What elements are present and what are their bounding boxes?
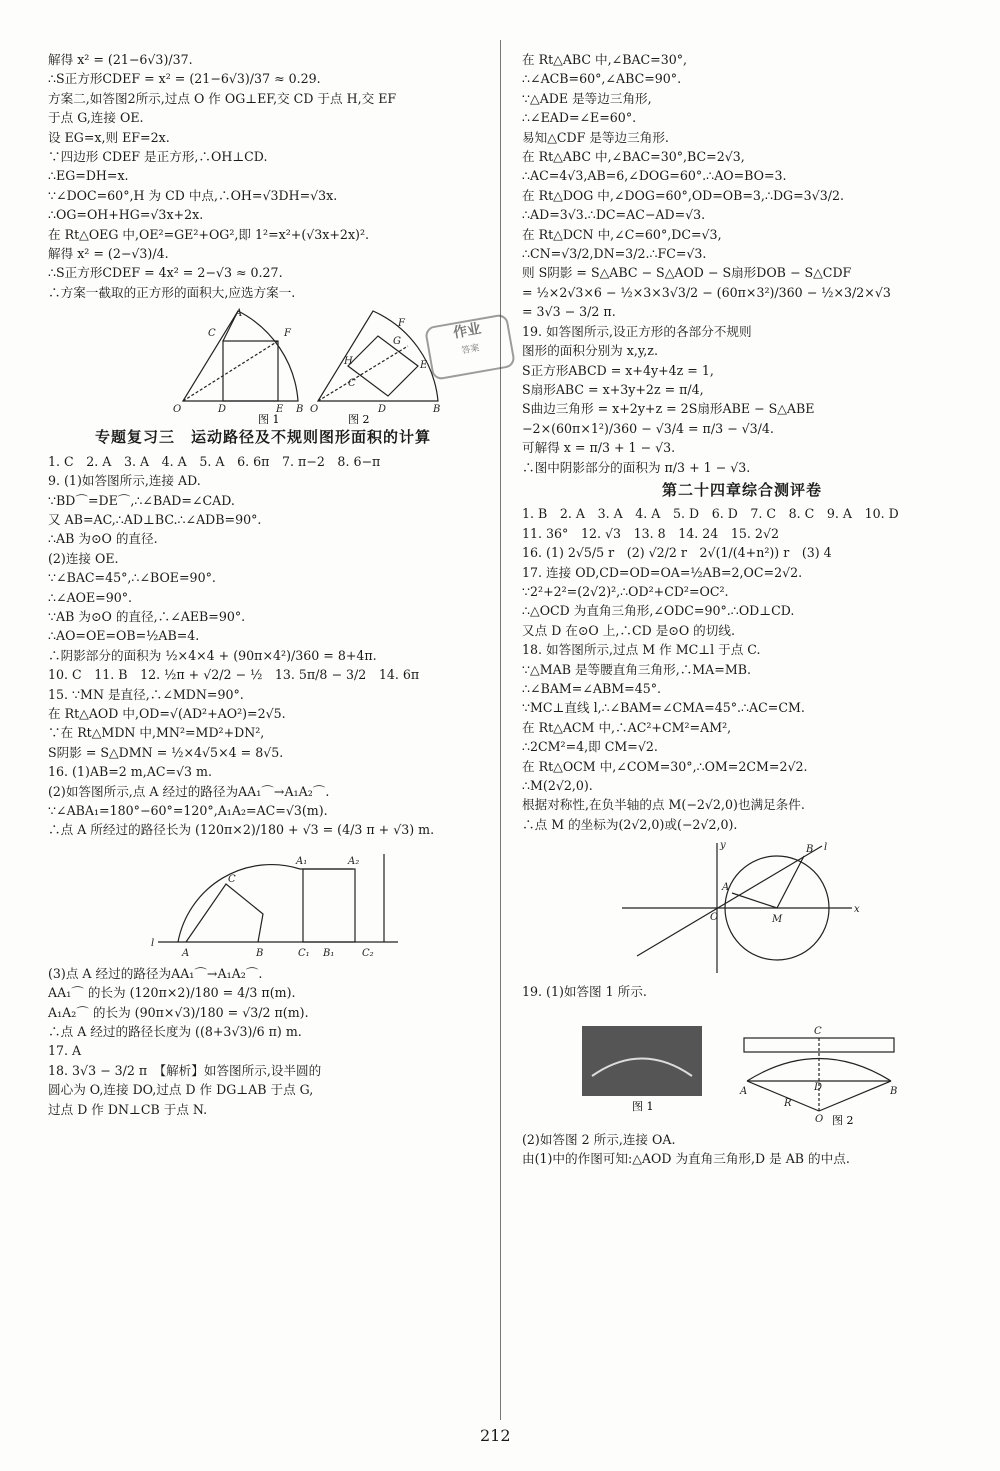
text-line: 解得 x² = (2−√3)/4. — [48, 246, 169, 262]
text-line: ∴M(2√2,0). — [522, 778, 593, 794]
text-line: ∵∠BAC=45°,∴∠BOE=90°. — [48, 570, 216, 586]
circle-coordinate-diagram — [522, 838, 962, 978]
right-mid-text — [522, 504, 962, 834]
svg-text:M: M — [772, 914, 783, 926]
text-line: ∵∠ABA₁=180°−60°=120°,A₁A₂=AC=√3(m). — [48, 803, 328, 818]
bridge-photo — [582, 1026, 702, 1096]
left-top-text — [48, 50, 478, 302]
svg-text:B: B — [890, 1085, 898, 1097]
text-line: 16. (1)AB=2 m,AC=√3 m. — [48, 764, 213, 780]
column-divider — [500, 40, 501, 1420]
text-line: ∵MC⊥直线 l,∴∠BAM=∠CMA=45°.∴AC=CM. — [522, 700, 805, 716]
answer-stamp: 作业 答案 — [424, 313, 516, 381]
text-line: 9. (1)如答图所示,连接 AD. — [48, 473, 201, 489]
svg-text:C₂: C₂ — [362, 947, 374, 959]
svg-text:B: B — [256, 947, 264, 959]
text-line: ∴AO=OE=OB=½AB=4. — [48, 628, 200, 644]
svg-text:F: F — [398, 318, 405, 330]
text-line: ∴∠AOE=90°. — [48, 589, 133, 605]
text-line: 1. C 2. A 3. A 4. A 5. A 6. 6π 7. π−2 8. 6−π — [48, 453, 381, 469]
bridge-diagram — [522, 1006, 962, 1126]
text-line: ∵∠DOC=60°,H 为 CD 中点,∴OH=√3DH=√3x. — [48, 187, 338, 203]
text-line: 又点 D 在⊙O 上,∴CD 是⊙O 的切线. — [522, 622, 735, 638]
text-line: ∴点 M 的坐标为(2√2,0)或(−2√2,0). — [522, 816, 738, 832]
text-line: ∵四边形 CDEF 是正方形,∴OH⊥CD. — [48, 149, 268, 165]
section-title-left: 专题复习三 运动路径及不规则图形面积的计算 — [94, 428, 431, 447]
text-line: 设 EG=x,则 EF=2x. — [48, 129, 170, 145]
sector-diagram — [48, 306, 448, 424]
text-line: ∵在 Rt△MDN 中,MN²=MD²+DN², — [48, 725, 265, 741]
text-line: ∴AB 为⊙O 的直径. — [48, 531, 158, 547]
right-end-text — [522, 1130, 962, 1169]
text-line: 又 AB=AC,∴AD⊥BC.∴∠ADB=90°. — [48, 511, 262, 527]
text-line: 17. 连接 OD,CD=OD=OA=½AB=2,OC=2√2. — [522, 564, 803, 580]
text-line: 11. 36° 12. √3 13. 8 14. 24 15. 2√2 — [522, 525, 779, 541]
text-line: 16. (1) 2√5/5 r (2) √2/2 r 2√(1/(4+n²)) r (3) 4 — [522, 545, 832, 561]
text-line: ∴△OCD 为直角三角形,∠ODC=90°.∴OD⊥CD. — [522, 603, 795, 619]
text-line: 在 Rt△AOD 中,OD=√(AD²+AO²)=2√5. — [48, 705, 286, 721]
text-line: 18. 3√3 − 3/2 π 【解析】如答图所示,设半圆的 — [48, 1062, 322, 1078]
svg-text:A: A — [740, 1085, 748, 1097]
text-line: ∴方案一截取的正方形的面积大,应选方案一. — [48, 284, 296, 300]
svg-text:G: G — [393, 336, 401, 348]
left-bottom-text — [48, 964, 478, 1119]
text-line: ∴S正方形CDEF = 4x² = 2−√3 ≈ 0.27. — [48, 265, 283, 281]
svg-text:y: y — [720, 840, 726, 852]
text-line: 方案二,如答图2所示,过点 O 作 OG⊥EF,交 CD 于点 H,交 EF — [48, 90, 397, 106]
svg-text:R: R — [784, 1097, 792, 1109]
svg-text:D: D — [814, 1081, 823, 1093]
svg-text:O: O — [710, 912, 719, 924]
svg-text:D: D — [218, 404, 227, 416]
text-line: ∴OG=OH+HG=√3x+2x. — [48, 207, 204, 223]
text-line: 在 Rt△OCM 中,∠COM=30°,∴OM=2CM=2√2. — [522, 758, 808, 774]
text-line: 在 Rt△ACM 中,∴AC²+CM²=AM², — [522, 719, 732, 735]
text-line: 根据对称性,在负半轴的点 M(−2√2,0)也满足条件. — [522, 797, 805, 813]
text-line: ∴∠EAD=∠E=60°. — [522, 110, 637, 126]
text-line: ∴AC=4√3,AB=6,∠DOG=60°.∴AO=BO=3. — [522, 168, 787, 184]
text-line: A₁A₂⌒ 的长为 (90π×√3)/180 = √3/2 π(m). — [48, 1004, 309, 1020]
text-line: 15. ∵MN 是直径,∴∠MDN=90°. — [48, 686, 244, 702]
svg-text:D: D — [378, 404, 387, 416]
text-line: 圆心为 O,连接 DO,过点 D 作 DG⊥AB 于点 G, — [48, 1082, 314, 1098]
text-line: ∴2CM²=4,即 CM=√2. — [522, 739, 658, 755]
svg-text:E: E — [420, 360, 428, 372]
right-bottom-text — [522, 982, 962, 1001]
bridge-fig2-caption: 图 2 — [832, 1113, 854, 1126]
text-line: (3)点 A 经过的路径为AA₁⌒→A₁A₂⌒. — [48, 965, 263, 981]
text-line: ∴AD=3√3.∴DC=AC−AD=√3. — [522, 207, 706, 223]
text-line: ∴点 A 所经过的路径长为 (120π×2)/180 + √3 = (4/3 π + √3) m. — [48, 822, 435, 838]
svg-text:C: C — [228, 873, 236, 885]
right-column — [522, 50, 962, 1168]
text-line: ∴S正方形CDEF = x² = (21−6√3)/37 ≈ 0.29. — [48, 71, 321, 87]
text-line: (2)连接 OE. — [48, 550, 119, 566]
text-line: 10. C 11. B 12. ½π + √2/2 − ½ 13. 5π/8 − 3/2 14. 6π — [48, 667, 420, 683]
text-line: ∴∠ACB=60°,∠ABC=90°. — [522, 71, 682, 87]
svg-text:B: B — [433, 404, 441, 416]
svg-text:A₁: A₁ — [296, 855, 308, 867]
text-line: S正方形ABCD = x+4y+4z = 1, — [522, 362, 714, 378]
text-line: ∴EG=DH=x. — [48, 168, 129, 184]
text-line: 1. B 2. A 3. A 4. A 5. D 6. D 7. C 8. C 9. A 10. D — [522, 506, 899, 522]
square-in-sector-figures — [48, 306, 478, 424]
text-line: ∵△ADE 是等边三角形, — [522, 90, 652, 106]
svg-text:B₁: B₁ — [323, 947, 335, 959]
text-line: 在 Rt△OEG 中,OE²=GE²+OG²,即 1²=x²+(√3x+2x)². — [48, 226, 370, 242]
text-line: ∴CN=√3/2,DN=3/2.∴FC=√3. — [522, 246, 707, 262]
svg-text:A₂: A₂ — [348, 855, 360, 867]
right-top-text — [522, 50, 962, 477]
text-line: 易知△CDF 是等边三角形. — [522, 129, 669, 145]
text-line: (2)如答图 2 所示,连接 OA. — [522, 1131, 676, 1147]
bridge-fig1-caption: 图 1 — [632, 1099, 654, 1113]
text-line: S阴影 = S△DMN = ½×4√5×4 = 8√5. — [48, 744, 284, 760]
fig2-caption: 图 2 — [348, 413, 370, 425]
svg-text:C: C — [208, 328, 216, 340]
svg-text:C₁: C₁ — [298, 947, 310, 959]
page-number: 212 — [480, 1426, 511, 1445]
section-title-right: 第二十四章综合测评卷 — [661, 480, 822, 499]
left-mid-text — [48, 452, 478, 840]
svg-text:O: O — [173, 404, 182, 416]
text-line: 在 Rt△DOG 中,∠DOG=60°,OD=OB=3,∴DG=3√3/2. — [522, 187, 844, 203]
text-line: AA₁⌒ 的长为 (120π×2)/180 = 4/3 π(m). — [48, 985, 296, 1001]
text-line: ∵AB 为⊙O 的直径,∴∠AEB=90°. — [48, 608, 246, 624]
text-line: S扇形ABC = x+3y+2z = π/4, — [522, 381, 704, 397]
text-line: ∴图中阴影部分的面积为 π/3 + 1 − √3. — [522, 459, 751, 475]
svg-text:A: A — [182, 947, 190, 959]
text-line: 由(1)中的作图可知:△AOD 为直角三角形,D 是 AB 的中点. — [522, 1151, 850, 1167]
coordinate-figure — [522, 838, 962, 978]
svg-text:H: H — [344, 356, 353, 368]
text-line: 17. A — [48, 1043, 82, 1059]
svg-text:O: O — [310, 404, 319, 416]
fig1-caption: 图 1 — [258, 413, 280, 425]
text-line: 在 Rt△ABC 中,∠BAC=30°,BC=2√3, — [522, 149, 745, 165]
svg-text:C: C — [814, 1025, 822, 1037]
text-line: 18. 如答图所示,过点 M 作 MC⊥l 于点 C. — [522, 642, 761, 658]
svg-text:E: E — [276, 404, 284, 416]
text-line: 在 Rt△ABC 中,∠BAC=30°, — [522, 52, 688, 67]
text-line: 过点 D 作 DN⊥CB 于点 N. — [48, 1101, 208, 1117]
svg-text:F: F — [284, 328, 291, 340]
text-line: ∴∠BAM=∠ABM=45°. — [522, 681, 662, 696]
bridge-figures — [522, 1006, 962, 1126]
text-line: ∵2²+2²=(2√2)²,∴OD²+CD²=OC². — [522, 583, 729, 599]
svg-text:C: C — [348, 378, 356, 390]
text-line: 于点 G,连接 OE. — [48, 110, 144, 126]
svg-text:A: A — [722, 882, 730, 894]
text-line: 解得 x² = (21−6√3)/37. — [48, 52, 193, 67]
left-column — [48, 50, 483, 1119]
text-line: 在 Rt△DCN 中,∠C=60°,DC=√3, — [522, 226, 722, 242]
text-line: ∴点 A 经过的路径长度为 ((8+3√3)/6 π) m. — [48, 1024, 302, 1040]
text-line: S曲边三角形 = x+2y+z = 2S扇形ABE − S△ABE — [522, 401, 815, 417]
svg-text:B: B — [296, 404, 304, 416]
svg-text:l: l — [151, 937, 155, 949]
text-line: = 3√3 − 3/2 π. — [522, 304, 616, 320]
rolling-path-figure — [48, 844, 478, 960]
text-line: = ½×2√3×6 − ½×3×3√3/2 − (60π×3²)/360 − ½×3/2×√3 — [522, 284, 891, 300]
text-line: ∴阴影部分的面积为 ½×4×4 + (90π×4²)/360 = 8+4π. — [48, 647, 377, 663]
text-line: 19. (1)如答图 1 所示. — [522, 984, 647, 1000]
svg-text:A: A — [235, 308, 243, 320]
svg-text:O: O — [815, 1113, 824, 1125]
text-line: ∵BD⌒=DE⌒,∴∠BAD=∠CAD. — [48, 492, 235, 508]
text-line: 图形的面积分别为 x,y,z. — [522, 343, 658, 359]
svg-text:l: l — [824, 842, 828, 854]
text-line: ∵△MAB 是等腰直角三角形,∴MA=MB. — [522, 661, 751, 677]
text-line: (2)如答图所示,点 A 经过的路径为AA₁⌒→A₁A₂⌒. — [48, 783, 330, 799]
text-line: 可解得 x = π/3 + 1 − √3. — [522, 440, 676, 456]
text-line: 则 S阴影 = S△ABC − S△AOD − S扇形DOB − S△CDF — [522, 265, 852, 281]
text-line: −2×(60π×1²)/360 − √3/4 = π/3 − √3/4. — [522, 420, 774, 436]
text-line: 19. 如答图所示,设正方形的各部分不规则 — [522, 323, 752, 339]
rolling-path-diagram — [48, 844, 478, 960]
svg-text:B: B — [806, 844, 814, 856]
svg-text:x: x — [854, 904, 860, 916]
